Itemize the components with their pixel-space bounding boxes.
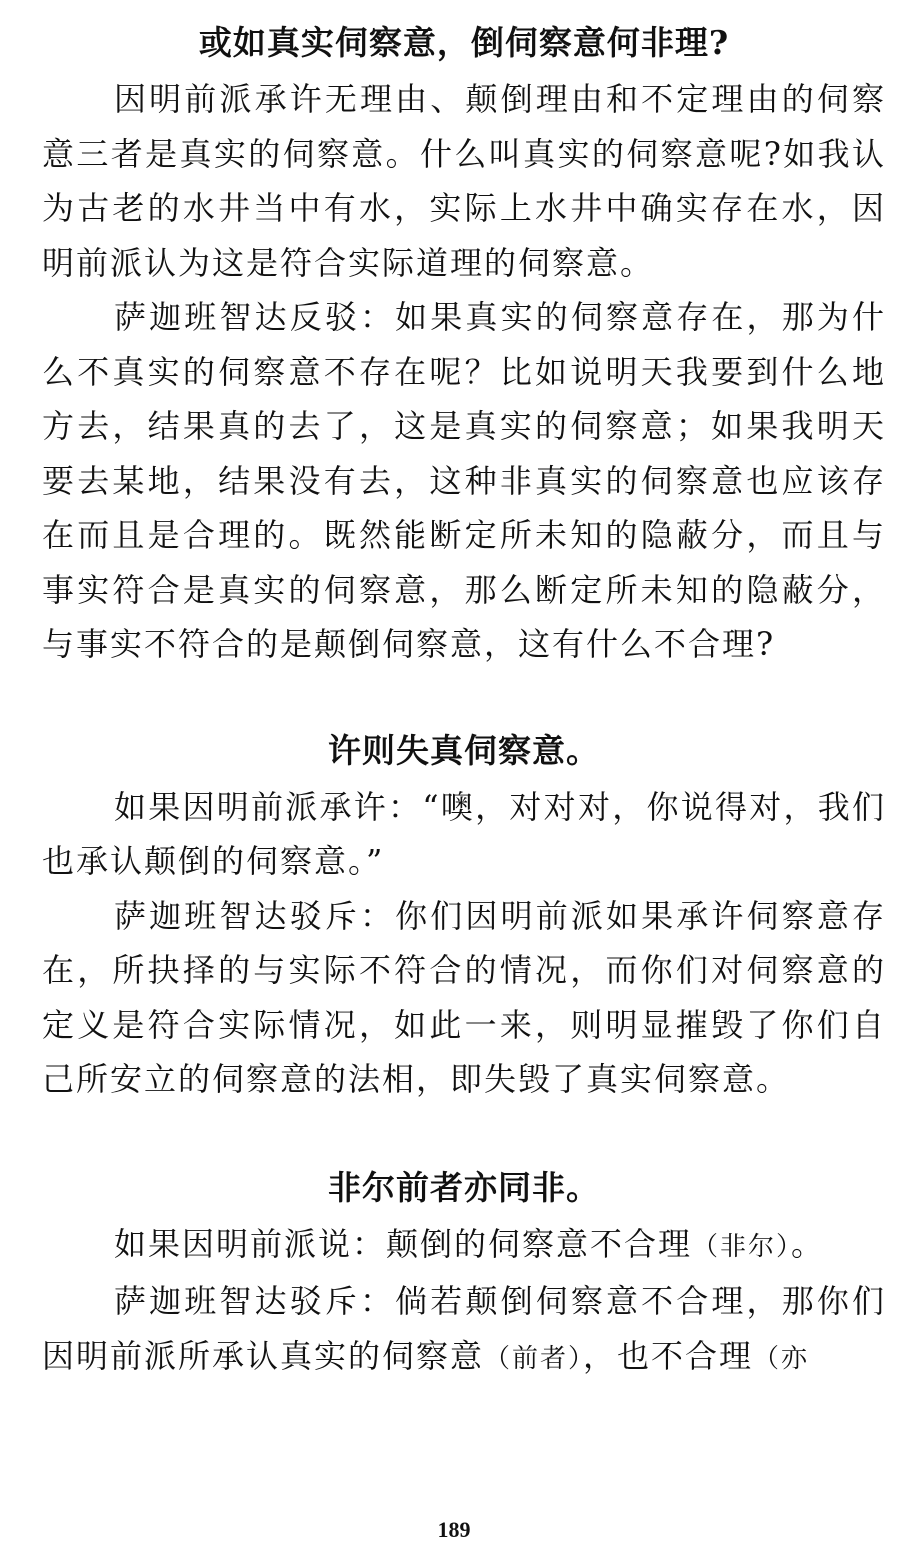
- paragraph-2-2: 萨迦班智达驳斥：你们因明前派如果承许伺察意存在，所抉择的与实际不符合的情况，而你们对伺察意的定义是符合实际情况，如此一来，则明显摧毁了你们自己所安立的伺察意的法相，即失毁了真实伺察意。: [42, 896, 886, 1098]
- paragraph-3-2: [42, 1274, 886, 1386]
- paragraph-3-2-note-2: （亦: [753, 1343, 810, 1374]
- paragraph-1-2: 萨迦班智达反驳：如果真实的伺察意存在，那为什么不真实的伺察意不存在呢？比如说明天我要到什么地方去，结果真的去了，这是真实的伺察意；如果我明天要去某地，结果没有去，这种非真实的伺察意也应该存在而且是合理的。既然能断定所未知的隐蔽分，而且与事实符合是真实的伺察意，那么断定所未知的隐蔽分，与事实不符合的是颠倒伺察意，这有什么不合理?: [42, 298, 886, 663]
- paragraph-3-1: [42, 1217, 886, 1275]
- page-content: [42, 14, 886, 1386]
- paragraph-3-1-text: 如果因明前派说：颠倒的伺察意不合理: [114, 1224, 693, 1263]
- section-spacer: [42, 1107, 886, 1159]
- paragraph-2-1: 如果因明前派承许：“噢，对对对，你说得对，我们也承认颠倒的伺察意。”: [42, 787, 886, 880]
- paragraph-3-2-text-a: 萨迦班智达驳斥：倘若颠倒伺察意不合理，那你们因明前派所承认真实的伺察意: [42, 1282, 886, 1375]
- paragraph-1-1: 因明前派承许无理由、颠倒理由和不定理由的伺察意三者是真实的伺察意。什么叫真实的伺察意呢?如我认为古老的水井当中有水，实际上水井中确实存在水，因明前派认为这是符合实际道理的伺察意。: [42, 80, 886, 282]
- section-heading-1: 或如真实伺察意，倒伺察意何非理?: [198, 23, 730, 62]
- section-spacer: [42, 672, 886, 722]
- section-heading-2: 许则失真伺察意。: [328, 730, 600, 770]
- paragraph-3-1-end: 。: [791, 1224, 826, 1263]
- paragraph-3-2-note-1: （前者）: [484, 1343, 584, 1374]
- paragraph-3-1-note: （非尔）: [692, 1231, 792, 1262]
- paragraph-3-2-text-b: ，也不合理: [583, 1336, 754, 1375]
- page-number: 189: [437, 1517, 471, 1542]
- section-heading-3: 非尔前者亦同非。: [328, 1167, 600, 1207]
